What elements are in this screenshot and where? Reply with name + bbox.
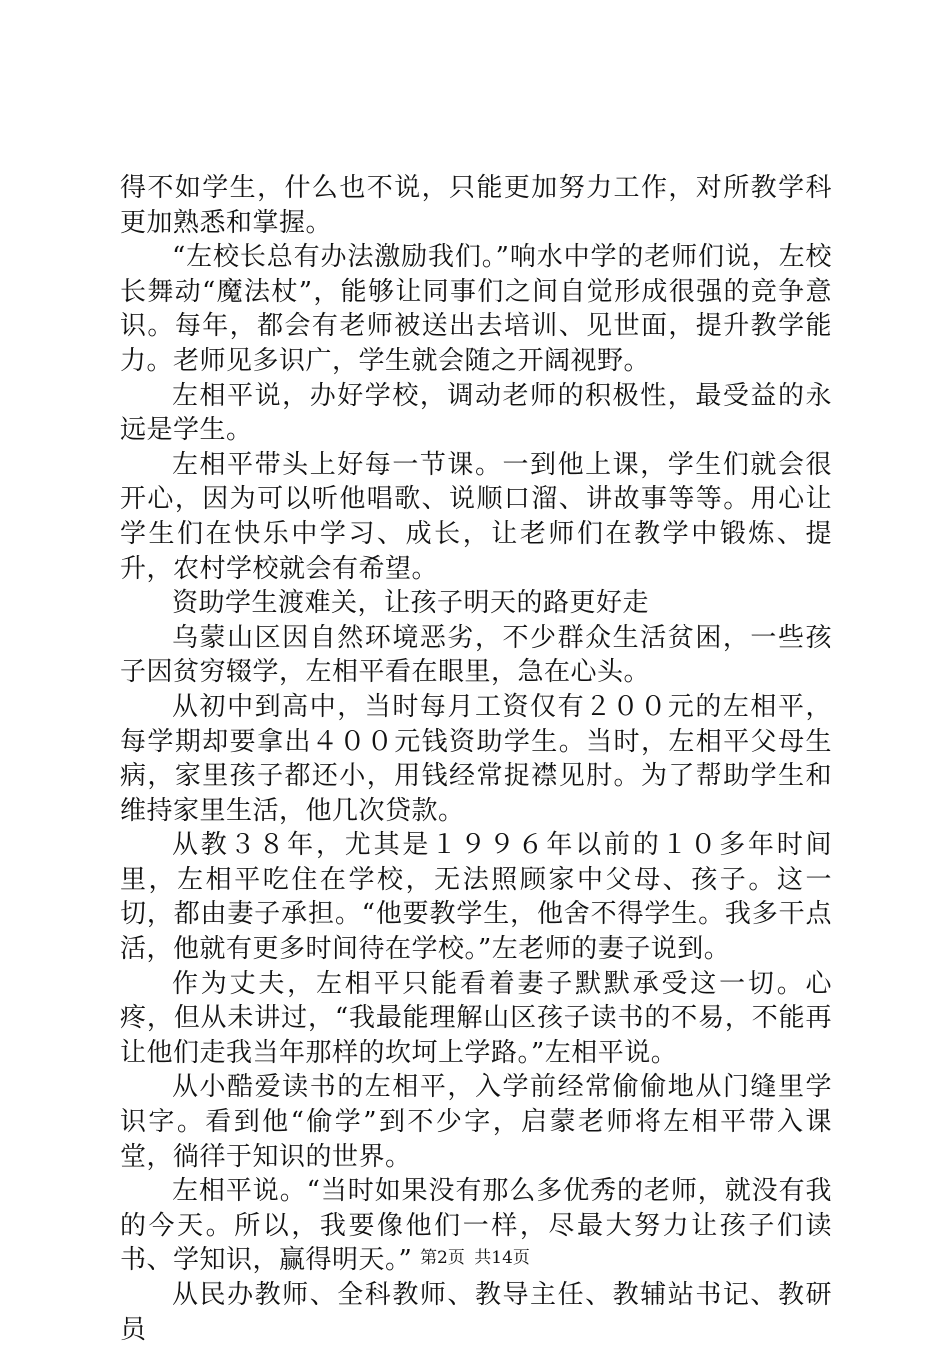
paragraph: 乌蒙山区因自然环境恶劣，不少群众生活贫困，一些孩子因贫穷辍学，左相平看在眼里，急在心头。 (120, 622, 832, 688)
paragraph: 得不如学生，什么也不说，只能更加努力工作，对所教学科更加熟悉和掌握。 (120, 173, 832, 238)
paragraph: 从民办教师、全科教师、教导主任、教辅站书记、教研员 (120, 1280, 832, 1345)
paragraph: 左相平带头上好每一节课。一到他上课，学生们就会很开心，因为可以听他唱歌、说顺口溜、讲故事等等。用心让学生们在快乐中学习、成长，让老师们在教学中锻炼、提升，农村学校就会有希望。 (120, 449, 832, 584)
paragraph: 从小酷爱读书的左相平，入学前经常偷偷地从门缝里学识字。看到他“偷学”到不少字，启蒙老师将左相平带入课堂，徜徉于知识的世界。 (120, 1072, 832, 1172)
page-total: 共14页 (474, 1248, 530, 1268)
paragraph: 左相平说，办好学校，调动老师的积极性，最受益的永远是学生。 (120, 380, 832, 446)
paragraph: 左相平说。“当时如果没有那么多优秀的老师，就没有我的今天。所以，我要像他们一样，尽最大努力让孩子们读书、学知识，赢得明天。” (120, 1176, 832, 1276)
paragraph: “左校长总有办法激励我们。”响水中学的老师们说，左校长舞动“魔法杖”，能够让同事们之间自觉形成很强的竞争意识。每年，都会有老师被送出去培训、见世面，提升教学能力。老师见多识广，学生就会随之开阔视野。 (120, 242, 832, 376)
paragraph: 从教３８年，尤其是１９９６年以前的１０多年时间里，左相平吃住在学校，无法照顾家中父母、孩子。这一切，都由妻子承担。“他要教学生，他舍不得学生。我多干点活，他就有更多时间待在学校。”左老师的妻子说到。 (120, 830, 832, 965)
paragraph: 从初中到高中，当时每月工资仅有２００元的左相平，每学期却要拿出４００元钱资助学生。当时，左相平父母生病，家里孩子都还小，用钱经常捉襟见肘。为了帮助学生和维持家里生活，他几次贷款。 (120, 691, 832, 826)
page-footer (0, 1243, 950, 1268)
document-body (120, 171, 832, 1347)
paragraph: 作为丈夫，左相平只能看着妻子默默承受这一切。心疼，但从未讲过，“我最能理解山区孩子读书的不易，不能再让他们走我当年那样的坎坷上学路。”左相平说。 (120, 968, 832, 1068)
page-number: 第2页 (420, 1248, 465, 1268)
section-heading: 资助学生渡难关，让孩子明天的路更好走 (172, 588, 650, 619)
